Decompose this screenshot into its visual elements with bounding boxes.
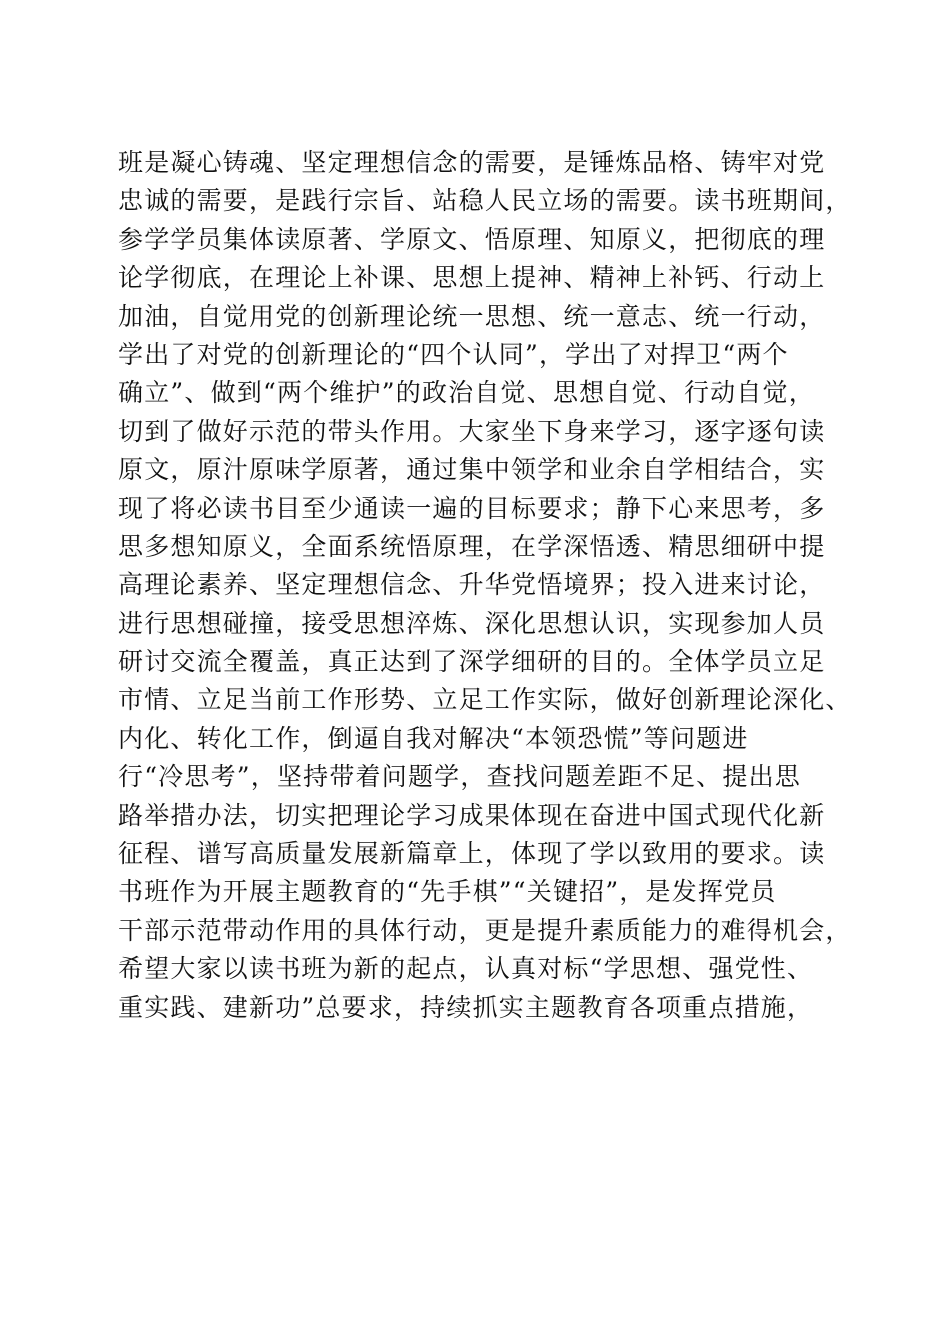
text-line: 市情、立足当前工作形势、立足工作实际，做好创新理论深化、 bbox=[118, 685, 852, 715]
text-line: 论学彻底，在理论上补课、思想上提神、精神上补钙、行动上 bbox=[118, 263, 826, 293]
text-line: 研讨交流全覆盖，真正达到了深学细研的目的。全体学员立足 bbox=[118, 647, 826, 677]
text-line: 征程、谱写高质量发展新篇章上，体现了学以致用的要求。读 bbox=[118, 839, 826, 869]
text-line: 切到了做好示范的带头作用。大家坐下身来学习，逐字逐句读 bbox=[118, 416, 826, 446]
text-line: 干部示范带动作用的具体行动，更是提升素质能力的难得机会， bbox=[118, 915, 852, 945]
text-line: 学出了对党的创新理论的“四个认同”，学出了对捍卫“两个 bbox=[118, 339, 789, 369]
body-paragraph bbox=[118, 144, 858, 1027]
text-line: 现了将必读书目至少通读一遍的目标要求；静下心来思考，多 bbox=[118, 493, 826, 523]
text-line: 进行思想碰撞，接受思想淬炼、深化思想认识，实现参加人员 bbox=[118, 608, 826, 638]
text-line: 确立”、做到“两个维护”的政治自觉、思想自觉、行动自觉， bbox=[118, 378, 815, 408]
text-line: 加油，自觉用党的创新理论统一思想、统一意志、统一行动， bbox=[118, 301, 826, 331]
text-line: 行“冷思考”，坚持带着问题学，查找问题差距不足、提出思 bbox=[118, 762, 801, 792]
text-line: 忠诚的需要，是践行宗旨、站稳人民立场的需要。读书班期间， bbox=[118, 186, 852, 216]
text-line: 希望大家以读书班为新的起点，认真对标“学思想、强党性、 bbox=[118, 954, 814, 984]
text-line: 班是凝心铸魂、坚定理想信念的需要，是锤炼品格、铸牢对党 bbox=[118, 148, 826, 177]
text-line: 高理论素养、坚定理想信念、升华党悟境界；投入进来讨论， bbox=[118, 570, 826, 600]
text-line: 内化、转化工作，倒逼自我对解决“本领恐慌”等问题进 bbox=[118, 723, 749, 753]
text-line: 原文，原汁原味学原著，通过集中领学和业余自学相结合，实 bbox=[118, 455, 826, 485]
text-line: 书班作为开展主题教育的“先手棋”“关键招”，是发挥党员 bbox=[118, 877, 777, 907]
text-line: 参学学员集体读原著、学原文、悟原理、知原义，把彻底的理 bbox=[118, 224, 826, 254]
text-line: 重实践、建新功”总要求，持续抓实主题教育各项重点措施， bbox=[118, 992, 814, 1022]
text-line: 思多想知原义，全面系统悟原理，在学深悟透、精思细研中提 bbox=[118, 531, 826, 561]
text-line: 路举措办法，切实把理论学习成果体现在奋进中国式现代化新 bbox=[118, 800, 826, 830]
